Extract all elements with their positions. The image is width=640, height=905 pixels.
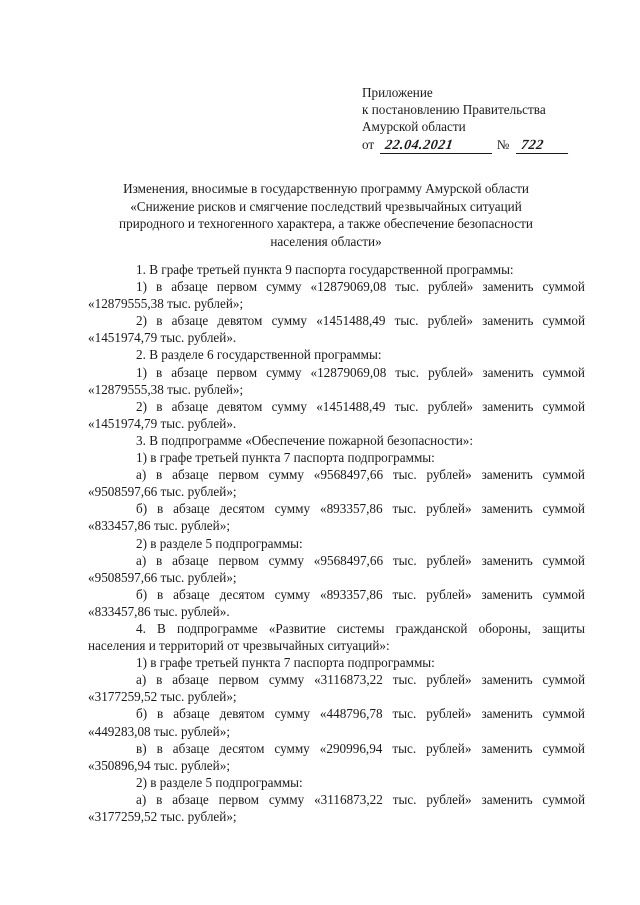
text-line: 2. В разделе 6 государственной программы:	[136, 347, 382, 363]
text-line: а) в абзаце первом сумму «3116873,22 тыс. рублей» заменить суммой	[136, 672, 585, 688]
text-line: «350896,94 тыс. рублей»;	[88, 757, 230, 773]
document-body	[88, 261, 585, 825]
appendix-date-line	[362, 136, 569, 154]
text-line: а) в абзаце первом сумму «3116873,22 тыс. рублей» заменить суммой	[136, 791, 585, 807]
text-line: «1451974,79 тыс. рублей».	[88, 330, 237, 346]
title-line-1: Изменения, вносимые в государственную программу Амурской области	[123, 181, 529, 196]
text-line: «3177259,52 тыс. рублей»;	[88, 809, 237, 824]
text-line: «3177259,52 тыс. рублей»;	[88, 689, 237, 705]
text-line: «449283,08 тыс. рублей»;	[88, 723, 230, 739]
text-line: 2) в разделе 5 подпрограммы:	[136, 774, 303, 790]
text-line: 3. В подпрограмме «Обеспечение пожарной безопасности»:	[136, 432, 474, 448]
text-line: «9508597,66 тыс. рублей»;	[88, 484, 237, 500]
text-line: «833457,86 тыс. рублей»;	[88, 518, 230, 534]
text-line: а) в абзаце первом сумму «9568497,66 тыс. рублей» заменить суммой	[136, 552, 585, 568]
from-label: от	[362, 136, 375, 152]
text-line: б) в абзаце десятом сумму «893357,86 тыс. рублей» заменить суммой	[136, 586, 585, 602]
handwritten-date: 22.04.2021	[380, 139, 494, 154]
document-title	[96, 180, 556, 250]
appendix-header	[362, 84, 569, 154]
text-line: а) в абзаце первом сумму «9568497,66 тыс. рублей» заменить суммой	[136, 467, 585, 483]
text-line: «9508597,66 тыс. рублей»;	[88, 569, 237, 585]
appendix-line-1: Приложение	[362, 85, 433, 100]
text-line: 2) в абзаце девятом сумму «1451488,49 тыс. рублей» заменить суммой	[136, 313, 585, 329]
text-line: «1451974,79 тыс. рублей».	[88, 415, 237, 431]
text-line: 1) в абзаце первом сумму «12879069,08 тыс. рублей» заменить суммой	[136, 364, 585, 380]
text-line: «12879555,38 тыс. рублей»;	[88, 381, 244, 397]
text-line: 1) в графе третьей пункта 7 паспорта подпрограммы:	[136, 655, 435, 671]
text-line: «12879555,38 тыс. рублей»;	[88, 296, 244, 312]
title-line-3: природного и техногенного характера, а также обеспечение безопасности	[119, 216, 533, 231]
title-line-4: населения области»	[270, 233, 382, 249]
handwritten-number: 722	[516, 139, 570, 154]
text-line: 1. В графе третьей пункта 9 паспорта государственной программы:	[136, 262, 514, 277]
title-line-2: «Снижение рисков и смягчение последствий чрезвычайных ситуаций	[130, 198, 522, 214]
text-line: населения и территорий от чрезвычайных ситуаций»:	[88, 638, 390, 654]
text-line: б) в абзаце десятом сумму «893357,86 тыс. рублей» заменить суммой	[136, 501, 585, 517]
appendix-line-2: к постановлению Правительства	[362, 102, 546, 118]
text-line: б) в абзаце девятом сумму «448796,78 тыс. рублей» заменить суммой	[136, 706, 585, 722]
text-line: 2) в разделе 5 подпрограммы:	[136, 535, 303, 551]
text-line: в) в абзаце десятом сумму «290996,94 тыс. рублей» заменить суммой	[136, 740, 585, 756]
number-label: №	[496, 136, 510, 152]
appendix-line-3: Амурской области	[362, 119, 466, 135]
text-line: 2) в абзаце девятом сумму «1451488,49 тыс. рублей» заменить суммой	[136, 398, 585, 414]
text-line: «833457,86 тыс. рублей».	[88, 603, 230, 619]
text-line: 1) в абзаце первом сумму «12879069,08 тыс. рублей» заменить суммой	[136, 279, 585, 295]
text-line: 1) в графе третьей пункта 7 паспорта подпрограммы:	[136, 450, 435, 466]
text-line: 4. В подпрограмме «Развитие системы гражданской обороны, защиты	[136, 620, 585, 636]
